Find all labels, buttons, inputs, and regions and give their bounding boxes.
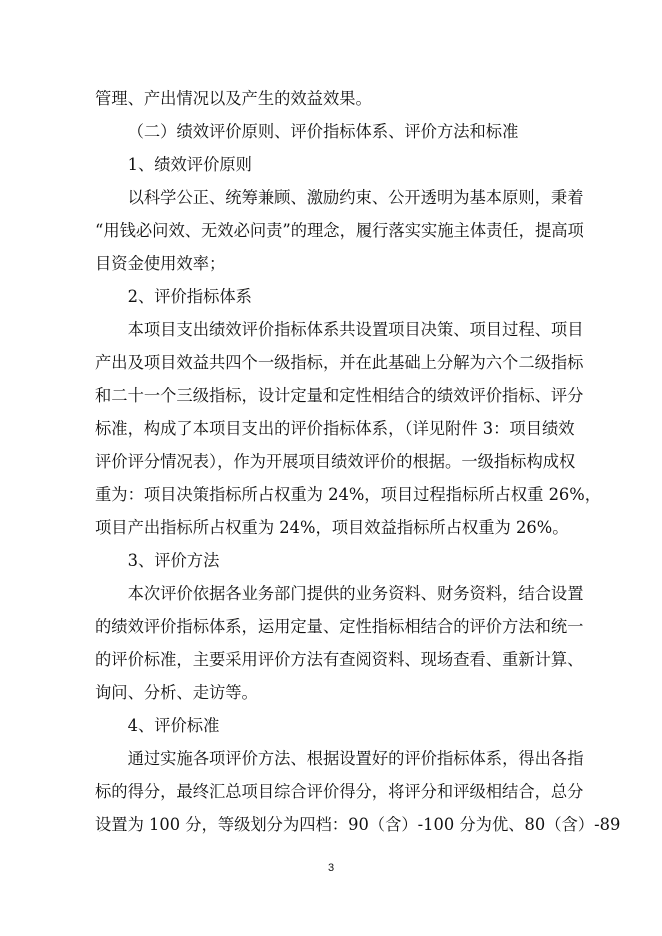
text-line: 本次评价依据各业务部门提供的业务资料、财务资料，结合设置 <box>127 584 584 603</box>
text-line: 标准，构成了本项目支出的评价指标体系，（详见附件 3：项目绩效 <box>95 419 575 438</box>
text-line: 2、评价指标体系 <box>127 287 252 306</box>
text-line: 的绩效评价指标体系，运用定量、定性指标相结合的评价方法和统一 <box>95 617 584 636</box>
subheading-evaluation-method <box>95 544 580 577</box>
text-line: 本项目支出绩效评价指标体系共设置项目决策、项目过程、项目 <box>127 320 584 339</box>
section-heading <box>95 115 580 148</box>
text-line: 目资金使用效率； <box>95 254 226 273</box>
subheading-principles <box>95 148 580 181</box>
paragraph-principles <box>95 181 584 280</box>
paragraph-evaluation-standard <box>95 742 621 841</box>
text-line: “用钱必问效、无效必问责”的理念，履行落实实施主体责任，提高项 <box>95 221 584 240</box>
text-line: 设置为 100 分，等级划分为四档：90（含）-100 分为优、80（含）-89 <box>95 815 621 834</box>
text-line: 管理、产出情况以及产生的效益效果。 <box>95 89 372 108</box>
paragraph-continuation <box>95 82 580 115</box>
text-line: 和二十一个三级指标，设计定量和定性相结合的绩效评价指标、评分 <box>95 386 584 405</box>
page-number: 3 <box>327 862 335 874</box>
text-line: 以科学公正、统筹兼顾、激励约束、公开透明为基本原则，秉着 <box>127 188 584 207</box>
paragraph-indicator-system <box>95 313 602 544</box>
text-line: 产出及项目效益共四个一级指标，并在此基础上分解为六个二级指标 <box>95 353 584 372</box>
subheading-indicator-system <box>95 280 580 313</box>
text-line: 项目产出指标所占权重为 24%，项目效益指标所占权重为 26%。 <box>95 518 569 537</box>
text-line: 4、评价标准 <box>127 716 220 735</box>
subheading-evaluation-standard <box>95 709 580 742</box>
text-line: 询问、分析、走访等。 <box>95 683 258 702</box>
text-line: 标的得分，最终汇总项目综合评价得分，将评分和评级相结合，总分 <box>95 782 584 801</box>
text-line: 1、绩效评价原则 <box>127 155 252 174</box>
text-line: 的评价标准，主要采用评价方法有查阅资料、现场查看、重新计算、 <box>95 650 584 669</box>
paragraph-evaluation-method <box>95 577 584 709</box>
text-line: 重为：项目决策指标所占权重为 24%，项目过程指标所占权重 26%， <box>95 485 602 504</box>
text-line: 通过实施各项评价方法、根据设置好的评价指标体系，得出各指 <box>127 749 584 768</box>
text-line: 评价评分情况表），作为开展项目绩效评价的根据。一级指标构成权 <box>95 452 576 471</box>
body-text <box>95 82 621 841</box>
text-line: （二）绩效评价原则、评价指标体系、评价方法和标准 <box>127 122 519 141</box>
text-line: 3、评价方法 <box>127 551 220 570</box>
